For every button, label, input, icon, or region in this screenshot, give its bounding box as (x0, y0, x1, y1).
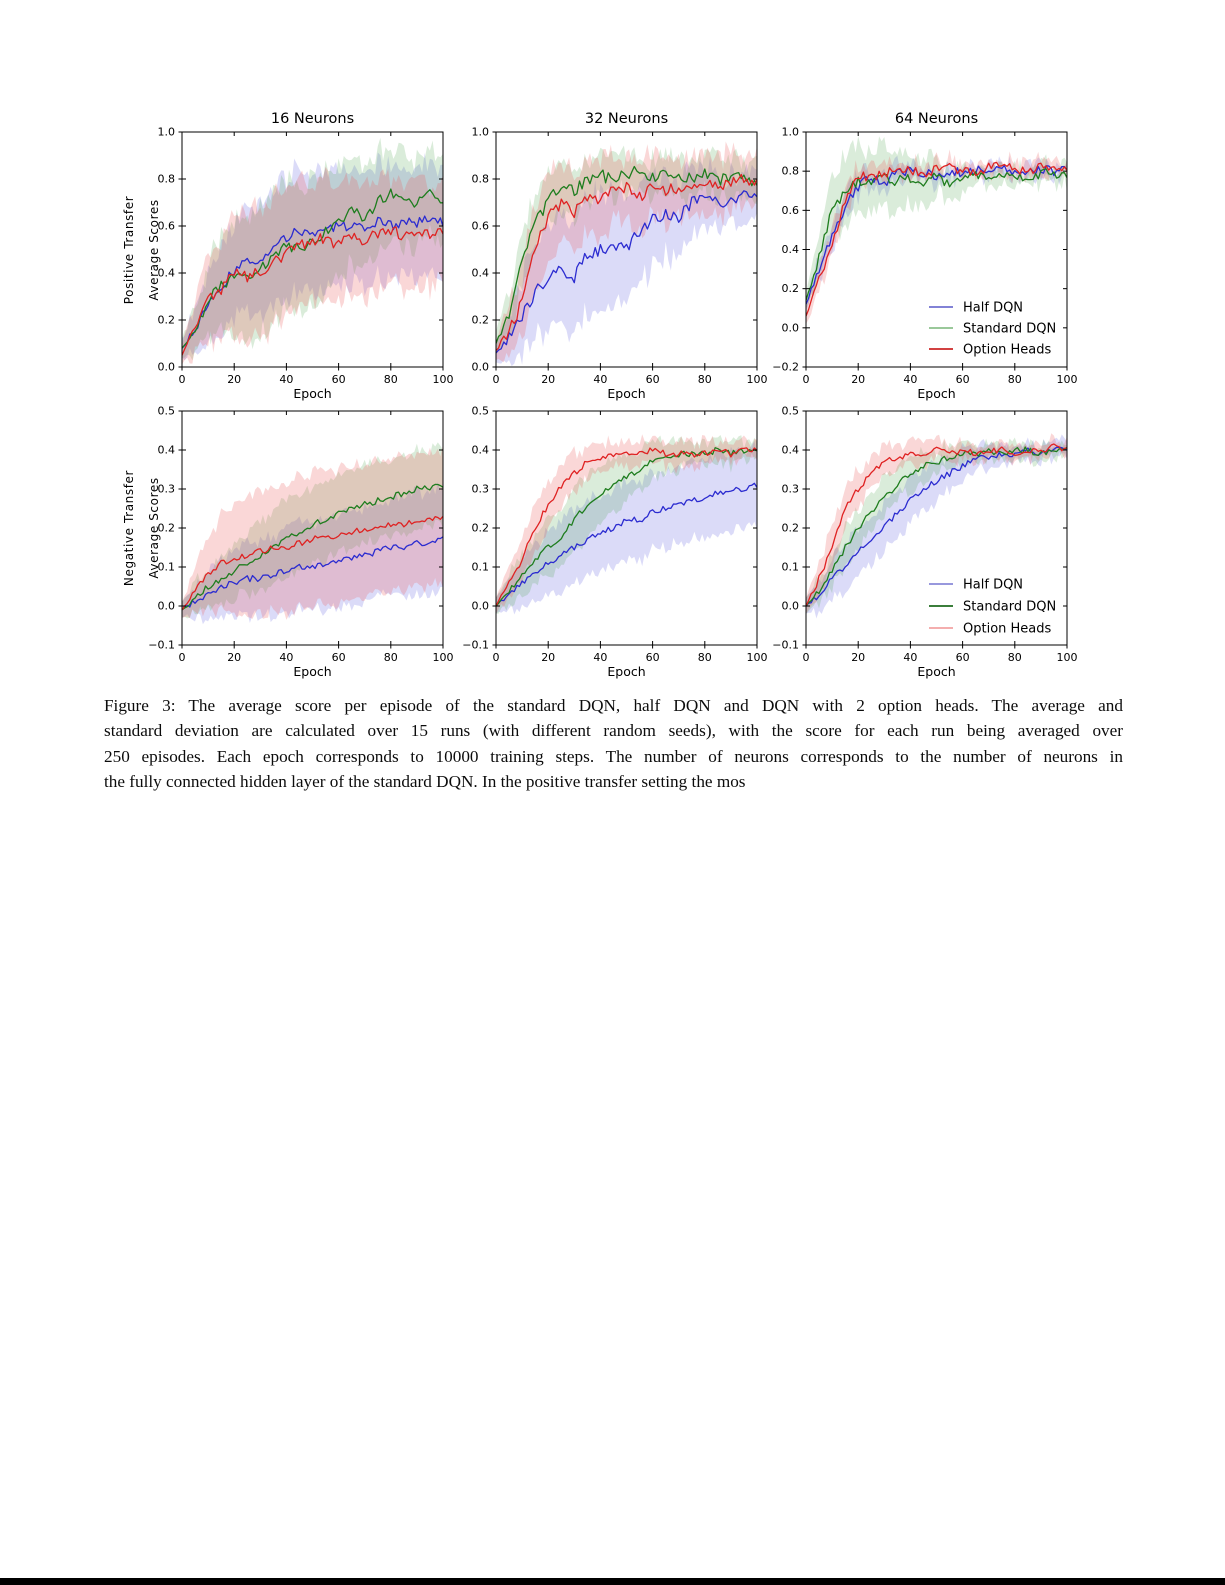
y-tick-label: 0.4 (471, 266, 489, 280)
x-tick-label: 100 (1056, 373, 1078, 386)
y-tick-label: 0.1 (157, 560, 175, 574)
band-layer (806, 433, 1067, 618)
y-tick-label: 0.2 (781, 521, 799, 535)
ylabel-positive-transfer: Positive Transfer (122, 195, 136, 305)
y-tick-label: 0.2 (157, 313, 175, 327)
band-layer (182, 442, 443, 624)
x-tick-label: 0 (802, 651, 810, 664)
ylabel-average-scores-bottom: Average Scores (147, 477, 161, 579)
x-tick-label: 80 (1007, 651, 1022, 664)
y-tick-label: 0.8 (157, 172, 175, 186)
x-tick-label: 80 (1007, 373, 1022, 386)
x-tick-label: 40 (593, 373, 608, 386)
chart-title: 16 Neurons (270, 111, 355, 127)
x-tick-label: 60 (645, 373, 660, 386)
caption-line: Figure 3: The average score per episode of the standard DQN, half DQN and DQN with 2 option heads. The average and (104, 696, 1123, 715)
x-tick-label: 60 (955, 651, 970, 664)
legend-item-half-dqn (929, 301, 1023, 316)
y-tick-label: 0.6 (471, 219, 489, 233)
x-axis-label: Epoch (607, 386, 646, 401)
legend-item-half-dqn (929, 578, 1023, 593)
y-tick-label: 0.5 (471, 404, 489, 418)
x-tick-label: 0 (178, 651, 186, 664)
x-tick-label: 40 (593, 651, 608, 664)
band-layer (496, 434, 757, 614)
y-tick-label: 0.2 (471, 521, 489, 535)
x-tick-label: 0 (492, 373, 500, 386)
legend-label: Half DQN (963, 300, 1024, 316)
x-tick-label: 20 (851, 373, 866, 386)
x-tick-label: 20 (851, 651, 866, 664)
legend-item-option-heads (929, 622, 1052, 637)
chart-positive-64-neurons (761, 107, 1093, 409)
x-tick-label: 20 (227, 651, 242, 664)
y-tick-label: 0.2 (157, 521, 175, 535)
legend-label: Option Heads (963, 342, 1052, 358)
x-axis-label: Epoch (917, 664, 956, 679)
y-tick-label: 0.3 (781, 482, 799, 496)
y-tick-label: 0.1 (781, 560, 799, 574)
y-tick-label: 0.4 (781, 243, 799, 256)
chart-title: 32 Neurons (584, 111, 669, 127)
x-tick-label: 100 (432, 651, 454, 664)
x-axis-label: Epoch (293, 386, 332, 401)
x-tick-label: 60 (955, 373, 970, 386)
y-tick-label: 0.0 (471, 599, 489, 613)
x-tick-label: 20 (227, 373, 242, 386)
y-tick-label: 0.1 (471, 560, 489, 574)
x-tick-label: 100 (746, 373, 768, 386)
legend-item-option-heads (929, 343, 1052, 358)
x-tick-label: 80 (383, 373, 398, 386)
y-tick-label: 0.4 (157, 443, 175, 457)
page-bottom-bar (0, 1578, 1225, 1585)
caption-line: standard deviation are calculated over 15 runs (with different random seeds), with the score for each run being averaged over (104, 721, 1123, 741)
legend-label: Standard DQN (963, 599, 1057, 615)
y-tick-label: 1.0 (781, 125, 799, 139)
y-tick-label: 0.8 (781, 164, 799, 178)
y-tick-label: 1.0 (471, 125, 489, 139)
y-tick-label: 0.4 (157, 266, 175, 280)
x-axis-label: Epoch (917, 386, 956, 401)
x-tick-label: 20 (541, 651, 556, 664)
x-tick-label: 40 (279, 651, 294, 664)
x-tick-label: 0 (178, 373, 186, 386)
chart-negative-32-neurons (451, 386, 783, 688)
y-tick-label: 0.0 (157, 599, 175, 613)
legend-label: Standard DQN (963, 321, 1057, 337)
y-tick-label: 0.6 (781, 203, 799, 217)
chart-negative-64-neurons (761, 386, 1093, 688)
y-tick-label: 0.5 (157, 404, 175, 418)
x-tick-label: 40 (903, 651, 918, 664)
x-tick-label: 80 (697, 373, 712, 386)
band-layer (806, 136, 1067, 324)
y-tick-label: 0.8 (471, 172, 489, 186)
chart-title: 64 Neurons (894, 111, 979, 127)
legend-label: Option Heads (963, 621, 1052, 637)
ylabel-negative-transfer: Negative Transfer (122, 469, 136, 587)
series-band-option-heads (182, 167, 443, 365)
legend-item-standard-dqn (929, 600, 1056, 615)
y-tick-label: 0.3 (471, 482, 489, 496)
y-tick-label: 0.3 (157, 482, 175, 496)
x-tick-label: 60 (645, 651, 660, 664)
y-tick-label: 0.4 (781, 443, 799, 457)
band-layer (182, 138, 443, 365)
y-tick-label: −0.1 (148, 638, 175, 652)
series-band-option-heads (182, 445, 443, 620)
y-tick-label: −0.2 (772, 360, 799, 374)
y-tick-label: 0.0 (157, 360, 175, 374)
y-tick-label: 0.0 (781, 599, 799, 613)
x-tick-label: 40 (279, 373, 294, 386)
y-tick-label: 1.0 (157, 125, 175, 139)
chart-positive-32-neurons (451, 107, 783, 409)
chart-positive-16-neurons (137, 107, 469, 409)
x-tick-label: 100 (1056, 651, 1078, 664)
x-tick-label: 20 (541, 373, 556, 386)
x-tick-label: 80 (697, 651, 712, 664)
y-tick-label: 0.0 (781, 321, 799, 335)
x-tick-label: 100 (432, 373, 454, 386)
ylabel-average-scores-top: Average Scores (147, 199, 161, 301)
caption-line: the fully connected hidden layer of the standard DQN. In the positive transfer setting the mos (104, 772, 746, 792)
y-tick-label: 0.2 (781, 282, 799, 296)
x-axis-label: Epoch (607, 664, 646, 679)
y-tick-label: 0.6 (157, 219, 175, 233)
chart-negative-16-neurons (137, 386, 469, 688)
y-tick-label: −0.1 (772, 638, 799, 652)
x-tick-label: 80 (383, 651, 398, 664)
x-tick-label: 60 (331, 651, 346, 664)
legend-item-standard-dqn (929, 322, 1056, 337)
y-tick-label: 0.2 (471, 313, 489, 327)
x-axis-label: Epoch (293, 664, 332, 679)
x-tick-label: 0 (492, 651, 500, 664)
y-tick-label: −0.1 (462, 638, 489, 652)
figure-3 (0, 0, 1225, 690)
caption-line: 250 episodes. Each epoch corresponds to 10000 training steps. The number of neurons corresponds to the number of neurons in (104, 746, 1123, 766)
y-tick-label: 0.0 (471, 360, 489, 374)
y-tick-label: 0.5 (781, 404, 799, 418)
legend-label: Half DQN (963, 577, 1024, 593)
x-tick-label: 60 (331, 373, 346, 386)
figure-caption (104, 693, 1123, 795)
x-tick-label: 0 (802, 373, 810, 386)
x-tick-label: 40 (903, 373, 918, 386)
y-tick-label: 0.4 (471, 443, 489, 457)
x-tick-label: 100 (746, 651, 768, 664)
